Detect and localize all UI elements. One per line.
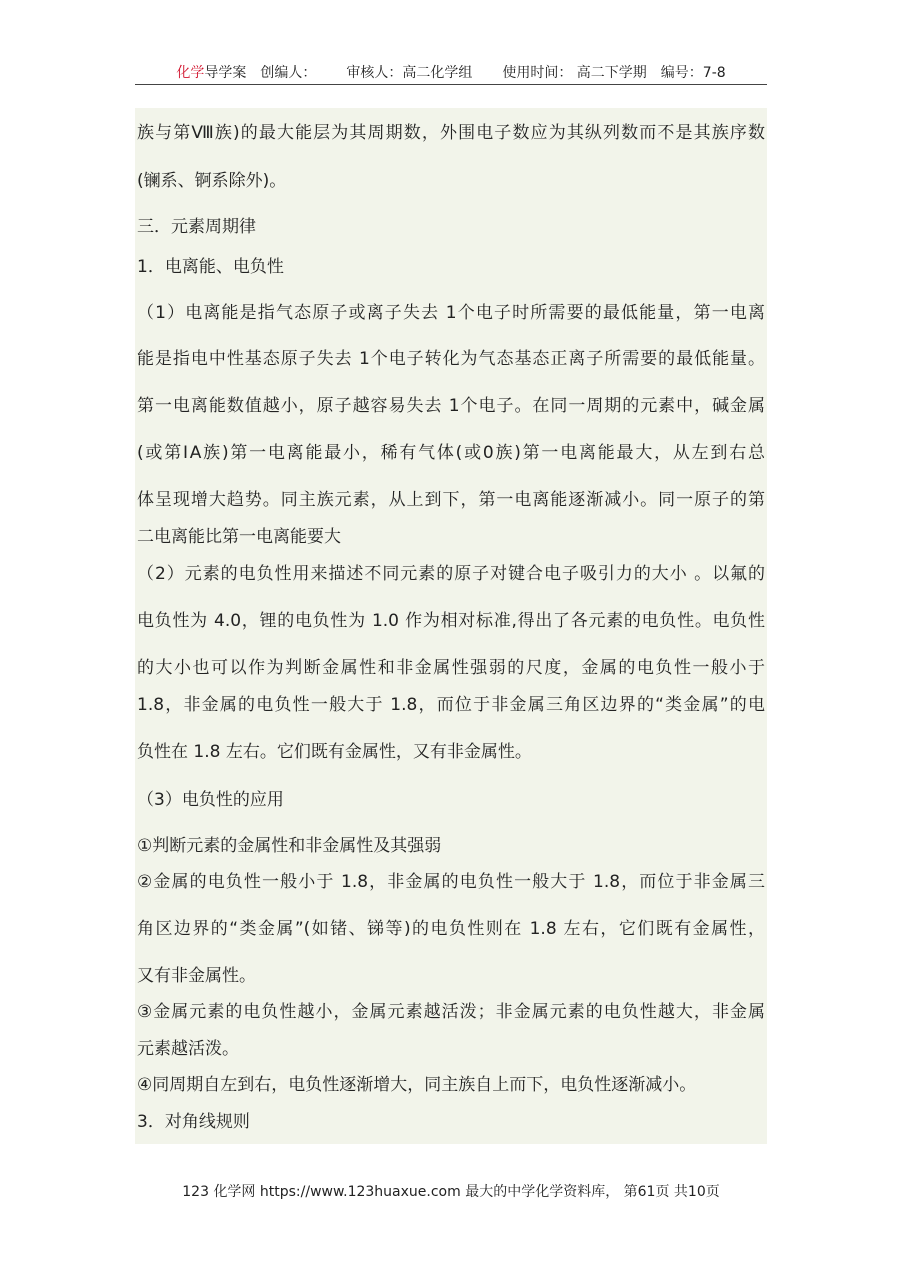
text-line: 元素越活泼。 [137, 1039, 239, 1059]
subsection-heading: （3）电负性的应用 [137, 790, 284, 810]
text-line: 族与第Ⅷ族)的最大能层为其周期数，外围电子数应为其纵列数而不是其族序数 [137, 123, 765, 143]
text-line: 负性在 1.8 左右。它们既有金属性，又有非金属性。 [137, 742, 532, 762]
list-item: ④同周期自左到右，电负性逐渐增大，同主族自上而下，电负性逐渐减小。 [137, 1075, 697, 1095]
list-item: ③金属元素的电负性越小，金属元素越活泼；非金属元素的电负性越大，非金属 [137, 1002, 765, 1022]
header-title: 导学案 [204, 65, 247, 81]
text-line: 二电离能比第一电离能要大 [137, 527, 341, 547]
list-item: ②金属的电负性一般小于 1.8，非金属的电负性一般大于 1.8，而位于非金属三 [137, 872, 765, 892]
subsection-heading: 1．电离能、电负性 [137, 257, 284, 277]
text-line: (或第ⅠA族)第一电离能最小，稀有气体(或0族)第一电离能最大，从左到右总 [137, 443, 765, 463]
header-usage-time: 使用时间： 高二下学期 [502, 65, 647, 81]
section-heading: 三．元素周期律 [137, 217, 256, 237]
text-line: 角区边界的“类金属”(如锗、锑等)的电负性则在 1.8 左右，它们既有金属性， [137, 919, 765, 939]
header-reviewer: 审核人：高二化学组 [346, 65, 473, 81]
section-heading: 3．对角线规则 [137, 1112, 250, 1132]
text-line: （1）电离能是指气态原子或离子失去 1个电子时所需要的最低能量，第一电离 [137, 303, 765, 323]
text-line: 体呈现增大趋势。同主族元素，从上到下，第一电离能逐渐减小。同一原子的第 [137, 490, 765, 510]
page-footer: 123 化学网 https://www.123huaxue.com 最大的中学化学资料库， 第61页 共10页 [182, 1184, 720, 1200]
text-line: 第一电离能数值越小，原子越容易失去 1个电子。在同一周期的元素中，碱金属 [137, 396, 765, 416]
header-author-label: 创编人： [260, 65, 317, 81]
text-line: (镧系、锕系除外)。 [137, 171, 287, 191]
header-code: 编号：7-8 [660, 65, 726, 81]
page-header [135, 62, 767, 85]
text-line: 的大小也可以作为判断金属性和非金属性强弱的尺度，金属的电负性一般小于 [137, 658, 765, 678]
text-line: 能是指电中性基态原子失去 1个电子转化为气态基态正离子所需要的最低能量。 [137, 349, 765, 369]
text-line: 电负性为 4.0，锂的电负性为 1.0 作为相对标准,得出了各元素的电负性。电负性 [137, 611, 765, 631]
document-body [135, 108, 767, 1144]
text-line: 又有非金属性。 [137, 966, 256, 986]
text-line: （2）元素的电负性用来描述不同元素的原子对键合电子吸引力的大小 。以氟的 [137, 564, 765, 584]
text-line: 1.8，非金属的电负性一般大于 1.8，而位于非金属三角区边界的“类金属”的电 [137, 695, 765, 715]
list-item: ①判断元素的金属性和非金属性及其强弱 [137, 836, 442, 856]
header-brand: 化学 [176, 65, 205, 81]
